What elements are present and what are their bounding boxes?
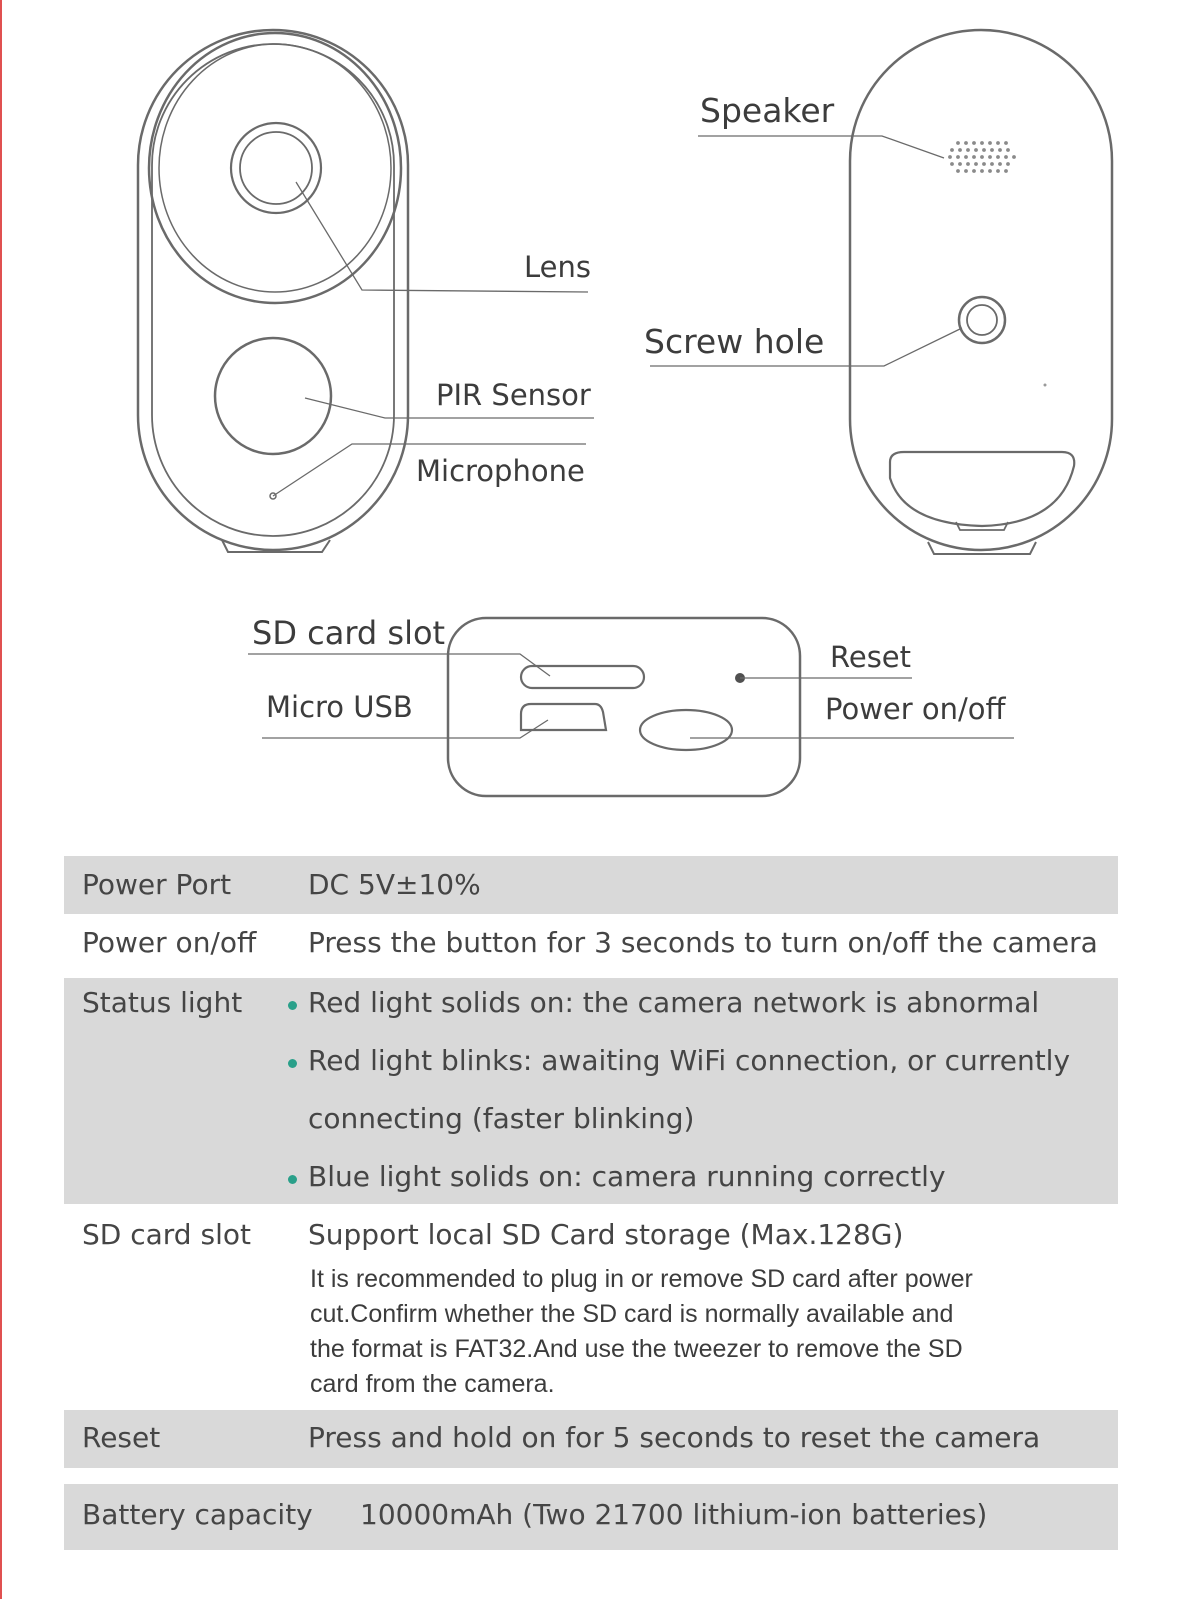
- speaker-grille: [948, 141, 1016, 173]
- micro-usb-label: Micro USB: [266, 690, 413, 724]
- speaker-dot: [996, 155, 1000, 159]
- spec-key: Power Port: [82, 868, 232, 901]
- speaker-dot: [996, 169, 1000, 173]
- speaker-dot: [958, 148, 962, 152]
- note-line: cut.Confirm whether the SD card is normally available and: [310, 1300, 954, 1328]
- speaker-dot: [980, 155, 984, 159]
- speaker-dot: [988, 169, 992, 173]
- lens-label: Lens: [524, 250, 591, 284]
- screw-hole-outer: [959, 297, 1005, 343]
- micro-usb-shape: [521, 704, 606, 730]
- speaker-dot: [964, 169, 968, 173]
- speaker-dot: [990, 148, 994, 152]
- spec-value: Press and hold on for 5 seconds to reset the camera: [308, 1421, 1041, 1454]
- spec-key: Status light: [82, 986, 243, 1019]
- speaker-dot: [966, 162, 970, 166]
- speaker-dot: [982, 162, 986, 166]
- spec-row-reset: [64, 1410, 1118, 1468]
- speaker-dot: [980, 169, 984, 173]
- speaker-dot: [1004, 169, 1008, 173]
- lens-inner: [240, 132, 312, 204]
- status-item: connecting (faster blinking): [308, 1102, 695, 1135]
- status-item: Red light solids on: the camera network is abnormal: [308, 986, 1040, 1019]
- speaker-dot: [972, 141, 976, 145]
- speaker-dot: [1012, 155, 1016, 159]
- speaker-dot: [980, 141, 984, 145]
- reset-label: Reset: [830, 640, 912, 674]
- speaker-dot: [988, 155, 992, 159]
- speaker-dot: [964, 155, 968, 159]
- speaker-dot: [1006, 148, 1010, 152]
- spec-key: Power on/off: [82, 926, 257, 959]
- status-bullet: [288, 1175, 297, 1184]
- speaker-dot: [958, 162, 962, 166]
- speaker-dot: [1004, 155, 1008, 159]
- speaker-dot: [956, 169, 960, 173]
- speaker-label: Speaker: [700, 91, 835, 130]
- speaker-dot: [972, 169, 976, 173]
- spec-value: Press the button for 3 seconds to turn on/off the camera: [308, 926, 1098, 959]
- power-onoff-label: Power on/off: [825, 692, 1006, 726]
- speaker-dot: [956, 141, 960, 145]
- note-line: It is recommended to plug in or remove SD card after power: [310, 1265, 973, 1293]
- note-line: the format is FAT32.And use the tweezer to remove the SD: [310, 1335, 963, 1363]
- pir-sensor: [215, 338, 331, 454]
- spec-key: Reset: [82, 1421, 161, 1454]
- speaker-dot: [948, 155, 952, 159]
- note-line: card from the camera.: [310, 1370, 555, 1398]
- screw-hole-inner: [967, 305, 997, 335]
- speaker-dot: [988, 141, 992, 145]
- spec-key: SD card slot: [82, 1218, 251, 1251]
- speaker-dot: [966, 148, 970, 152]
- speaker-dot: [990, 162, 994, 166]
- spec-table: [64, 856, 1118, 1556]
- screw-hole-label: Screw hole: [644, 322, 825, 361]
- speaker-dot: [956, 155, 960, 159]
- status-bullet: [288, 1001, 297, 1010]
- spec-row-status-light: [64, 978, 1118, 1204]
- sd-card-note: [310, 1262, 1110, 1402]
- spec-value: DC 5V±10%: [308, 868, 481, 901]
- spec-key: Battery capacity: [82, 1498, 313, 1531]
- lens-outer: [231, 123, 321, 213]
- sd-card-slot-label: SD card slot: [252, 614, 446, 652]
- speaker-dot: [974, 162, 978, 166]
- speaker-leader: [698, 136, 944, 158]
- front-lens-housing: [149, 33, 401, 303]
- speaker-dot: [996, 141, 1000, 145]
- status-item: Red light blinks: awaiting WiFi connection, or currently: [308, 1044, 1071, 1077]
- sd-slot-shape: [521, 666, 644, 688]
- spec-row-power-port: [64, 856, 1118, 914]
- speaker-dot: [972, 155, 976, 159]
- spec-row-battery: [64, 1484, 1118, 1550]
- spec-row-sd-card-slot: [64, 1204, 1118, 1410]
- microphone-label: Microphone: [416, 454, 585, 488]
- speaker-dot: [974, 148, 978, 152]
- speaker-dot: [1004, 141, 1008, 145]
- speaker-dot: [1006, 162, 1010, 166]
- speaker-dot: [964, 141, 968, 145]
- back-battery-cover: [890, 452, 1074, 526]
- speaker-dot: [998, 162, 1002, 166]
- spec-row-power-onoff: [64, 914, 1118, 978]
- speaker-dot: [950, 148, 954, 152]
- sd-leader: [248, 654, 550, 676]
- spec-value: Support local SD Card storage (Max.128G): [308, 1218, 904, 1251]
- speaker-dot: [950, 162, 954, 166]
- speaker-dot: [982, 148, 986, 152]
- status-bullet: [288, 1059, 297, 1068]
- pir-sensor-label: PIR Sensor: [436, 378, 591, 412]
- status-item: Blue light solids on: camera running correctly: [308, 1160, 946, 1193]
- speaker-dot: [998, 148, 1002, 152]
- spec-value: 10000mAh (Two 21700 lithium-ion batteries): [360, 1498, 988, 1531]
- power-button-shape: [640, 710, 732, 750]
